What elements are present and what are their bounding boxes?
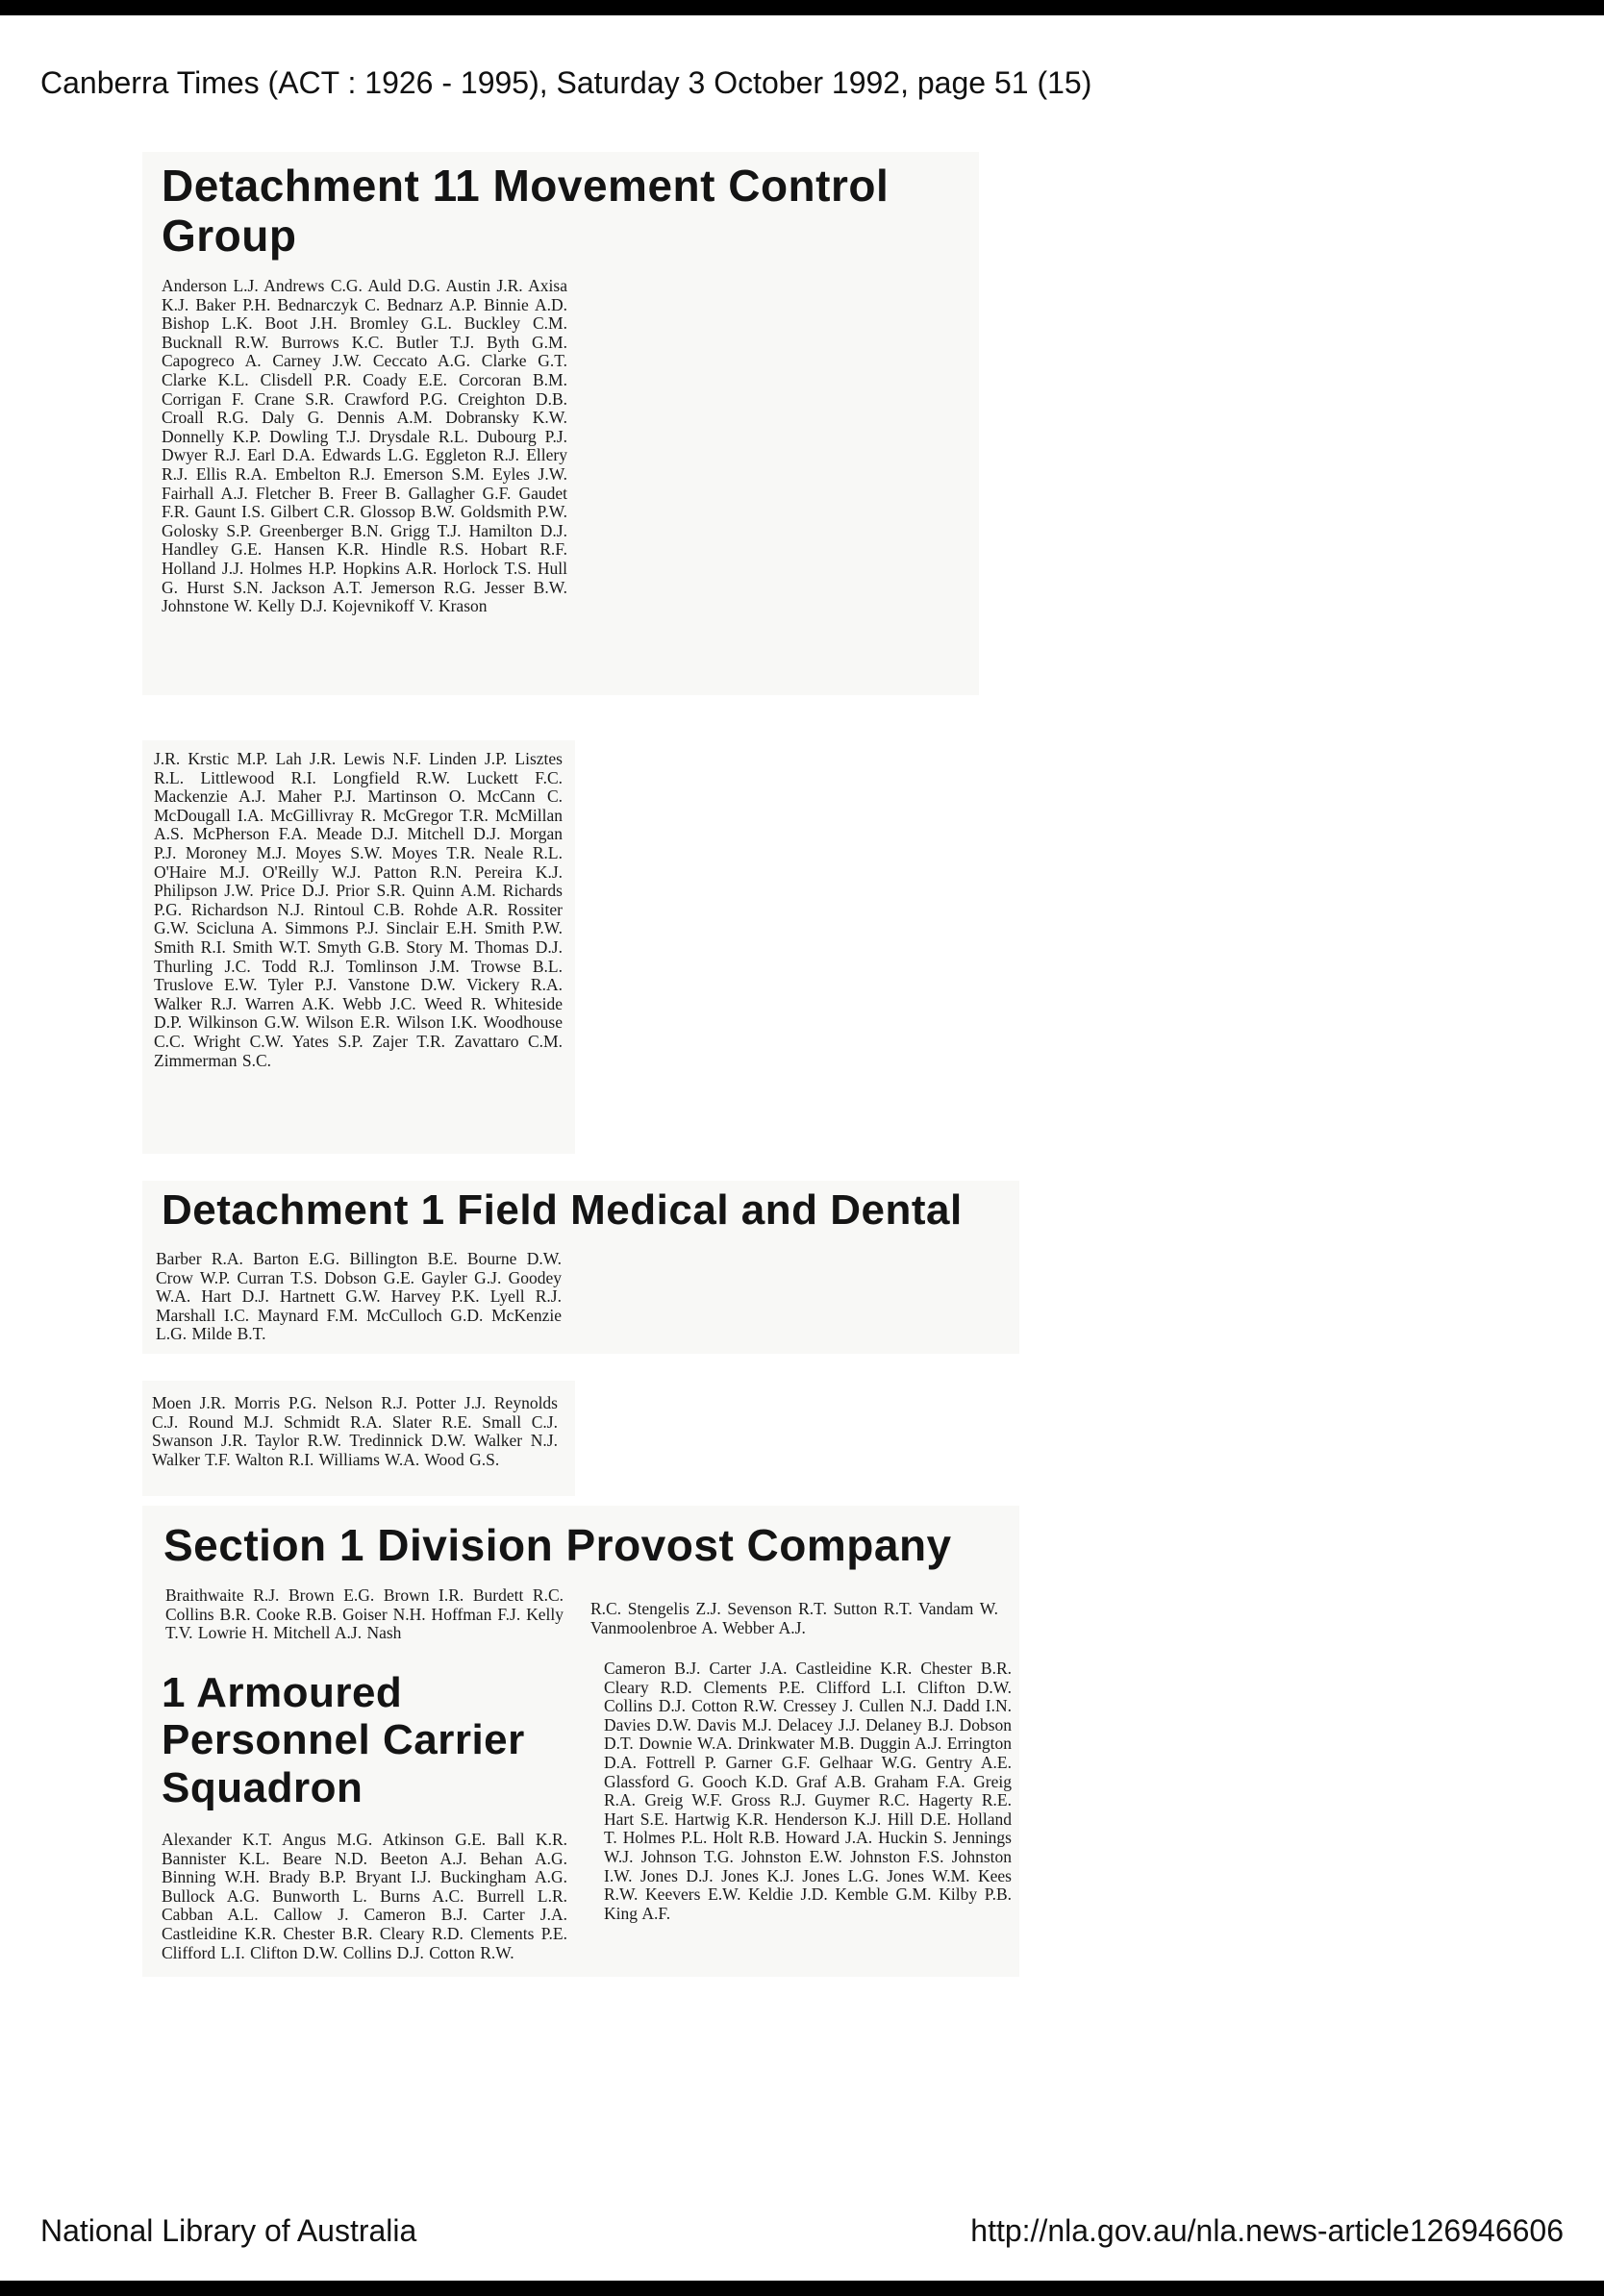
list-provost-company-left: Braithwaite R.J. Brown E.G. Brown I.R. Burdett R.C. Collins B.R. Cooke R.B. Goiser N.H. Hoffman F.J. Kelly T.V. Lowrie H. Mitchell A.J. Nash: [165, 1586, 564, 1643]
footer-library-name: National Library of Australia: [40, 2213, 417, 2248]
bottom-border: [0, 2281, 1604, 2296]
heading-movement-control: Detachment 11 Movement Control Group: [162, 161, 890, 261]
list-provost-company-right: R.C. Stengelis Z.J. Sevenson R.T. Sutton R.T. Vandam W. Vanmoolenbroe A. Webber A.J.: [590, 1600, 998, 1637]
list-apc-squadron-right: Cameron B.J. Carter J.A. Castleidine K.R. Chester B.R. Cleary R.D. Clements P.E. Clifford L.I. Clifton D.W. Collins D.J. Cotton R.W. Cressey J. Cullen N.J. Dadd I.N. Davies D.W. Davis M.J. Delacey J.J. Delaney B.J. Dobson D.T. Downie W.A. Drinkwater M.B. Duggin A.J. Errington D.A. Fottrell P. Garner G.F. Gelhaar W.G. Gentry A.E. Glassford G. Gooch K.D. Graf A.B. Graham F.A. Greig R.A. Greig W.F. Gross R.J. Guymer R.C. Hagerty R.E. Hart S.E. Hartwig K.R. Henderson K.J. Hill D.E. Holland T. Holmes P.L. Holt R.B. Howard J.A. Huckin S. Jennings W.J. Johnson T.G. Johnston E.W. Johnston F.S. Johnston I.W. Jones D.J. Jones K.J. Jones L.G. Jones W.M. Kees R.W. Keevers E.W. Keldie J.D. Kemble G.M. Kilby P.B. King A.F.: [604, 1660, 1012, 1923]
list-medical-dental-a: Barber R.A. Barton E.G. Billington B.E. Bourne D.W. Crow W.P. Curran T.S. Dobson G.E. Gayler G.J. Goodey W.A. Hart D.J. Hartnett G.W. Harvey P.K. Lyell R.J. Marshall I.C. Maynard F.M. McCulloch G.D. McKenzie L.G. Milde B.T.: [156, 1250, 562, 1344]
footer-article-url[interactable]: http://nla.gov.au/nla.news-article126946606: [970, 2213, 1564, 2248]
list-movement-control-a: Anderson L.J. Andrews C.G. Auld D.G. Austin J.R. Axisa K.J. Baker P.H. Bednarczyk C. Bednarz A.P. Binnie A.D. Bishop L.K. Boot J.H. Bromley G.L. Buckley C.M. Bucknall R.W. Burrows K.C. Butler T.J. Byth G.M. Capogreco A. Carney J.W. Ceccato A.G. Clarke G.T. Clarke K.L. Clisdell P.R. Coady E.E. Corcoran B.M. Corrigan F. Crane S.R. Crawford P.G. Creighton D.B. Croall R.G. Daly G. Dennis A.M. Dobransky K.W. Donnelly K.P. Dowling T.J. Drysdale R.L. Dubourg P.J. Dwyer R.J. Earl D.A. Edwards L.G. Eggleton R.J. Ellery R.J. Ellis R.A. Embelton R.J. Emerson S.M. Eyles J.W. Fairhall A.J. Fletcher B. Freer B. Gallagher G.F. Gaudet F.R. Gaunt I.S. Gilbert C.R. Glossop B.W. Goldsmith P.W. Golosky S.P. Greenberger B.N. Grigg T.J. Hamilton D.J. Handley G.E. Hansen K.R. Hindle R.S. Hobart R.F. Holland J.J. Holmes H.P. Hopkins A.R. Horlock T.S. Hull G. Hurst S.N. Jackson A.T. Jemerson R.G. Jesser B.W. Johnstone W. Kelly D.J. Kojevnikoff V. Krason: [162, 277, 567, 616]
list-apc-squadron-left: Alexander K.T. Angus M.G. Atkinson G.E. Ball K.R. Bannister K.L. Beare N.D. Beeton A.J. Behan A.G. Binning W.H. Brady B.P. Bryant I.J. Buckingham A.G. Bullock A.G. Bunworth L. Burns A.C. Burrell L.R. Cabban A.L. Callow J. Cameron B.J. Carter J.A. Castleidine K.R. Chester B.R. Cleary R.D. Clements P.E. Clifford L.I. Clifton D.W. Collins D.J. Cotton R.W.: [162, 1831, 567, 1962]
heading-provost-company: Section 1 Division Provost Company: [163, 1520, 952, 1570]
list-medical-dental-b: Moen J.R. Morris P.G. Nelson R.J. Potter J.J. Reynolds C.J. Round M.J. Schmidt R.A. Slater R.E. Small C.J. Swanson J.R. Taylor R.W. Tredinnick D.W. Walker N.J. Walker T.F. Walton R.I. Williams W.A. Wood G.S.: [152, 1394, 558, 1469]
heading-medical-dental: Detachment 1 Field Medical and Dental: [162, 1186, 963, 1234]
top-border: [0, 0, 1604, 15]
page-header: Canberra Times (ACT : 1926 - 1995), Saturday 3 October 1992, page 51 (15): [40, 65, 1092, 100]
list-movement-control-b: J.R. Krstic M.P. Lah J.R. Lewis N.F. Linden J.P. Lisztes R.L. Littlewood R.I. Longfield R.W. Luckett F.C. Mackenzie A.J. Maher P.J. Martinson O. McCann C. McDougall I.A. McGillivray R. McGregor T.R. McMillan A.S. McPherson F.A. Meade D.J. Mitchell D.J. Morgan P.J. Moroney M.J. Moyes S.W. Moyes T.R. Neale R.L. O'Haire M.J. O'Reilly W.J. Patton R.N. Pereira K.J. Philipson J.W. Price D.J. Prior S.R. Quinn A.M. Richards P.G. Richardson N.J. Rintoul C.B. Rohde A.R. Rossiter G.W. Scicluna A. Simmons P.J. Sinclair E.H. Smith P.W. Smith R.I. Smith W.T. Smyth G.B. Story M. Thomas D.J. Thurling J.C. Todd R.J. Tomlinson J.M. Trowse B.L. Truslove E.W. Tyler P.J. Vanstone D.W. Vickery R.A. Walker R.J. Warren A.K. Webb J.C. Weed R. Whiteside D.P. Wilkinson G.W. Wilson E.R. Wilson I.K. Woodhouse C.C. Wright C.W. Yates S.P. Zajer T.R. Zavattaro C.M. Zimmerman S.C.: [154, 750, 563, 1070]
heading-apc-squadron: 1 Armoured Personnel Carrier Squadron: [162, 1669, 525, 1811]
